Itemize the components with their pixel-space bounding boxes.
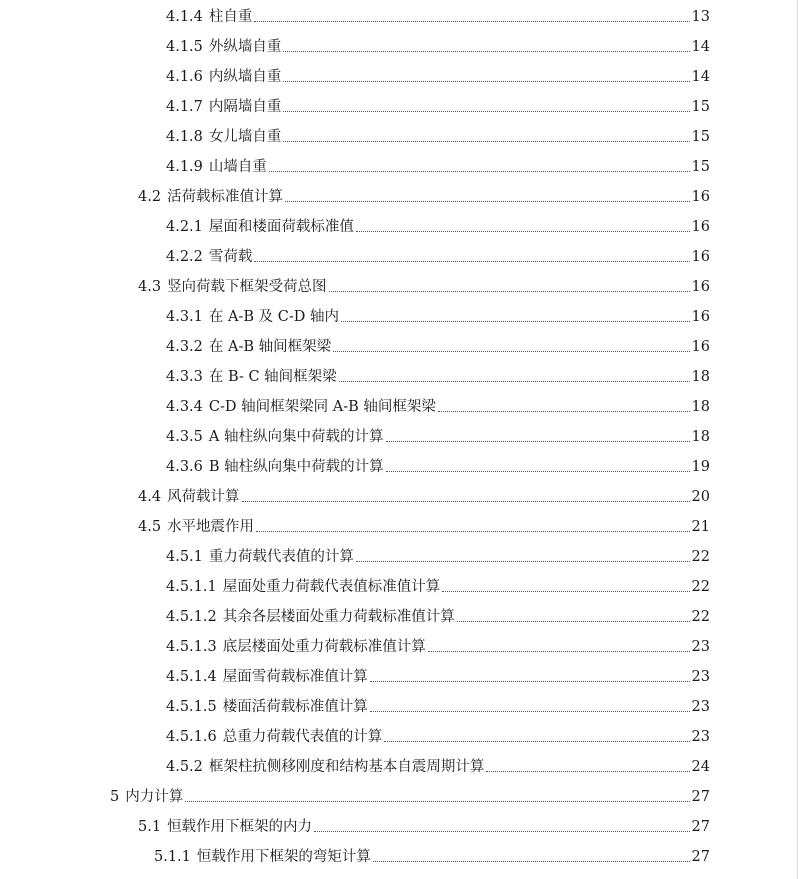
dot-leader [373,860,690,862]
toc-number: 4.5 [138,519,162,535]
toc-page-number: 22 [691,549,710,565]
toc-title: 楼面活荷载标准值计算 [222,699,368,715]
toc-entry[interactable] [110,782,710,806]
toc-title: 风荷载计算 [167,489,240,505]
toc-page-number: 19 [691,459,710,475]
toc-page-number: 16 [691,339,710,355]
toc-page-number: 23 [691,699,710,715]
toc-title: C-D 轴间框架梁同 A-B 轴间框架梁 [208,399,436,415]
toc-entry[interactable] [166,752,710,776]
toc-page-number: 18 [691,399,710,415]
toc-title: 女儿墙自重 [208,129,282,145]
toc-page-number: 14 [691,39,710,55]
dot-leader [283,110,689,112]
toc-entry[interactable] [166,302,710,326]
dot-leader [341,320,690,322]
dot-leader [370,710,690,712]
toc-page-number: 16 [691,279,710,295]
dot-leader [242,500,690,502]
toc-page-number: 15 [691,129,710,145]
toc-title: 其余各层楼面处重力荷载标准值计算 [222,609,455,625]
toc-entry[interactable] [166,572,710,596]
toc-entry[interactable] [166,692,710,716]
dot-leader [486,770,689,772]
toc-entry[interactable] [166,422,710,446]
dot-leader [384,740,689,742]
toc-number: 4.3.5 [166,429,203,445]
dot-leader [185,800,689,802]
dot-leader [386,440,690,442]
toc-entry[interactable] [166,662,710,686]
toc-page-number: 16 [691,309,710,325]
toc-number: 4.3.6 [166,459,203,475]
toc-entry[interactable] [166,92,710,116]
toc-title: 竖向荷载下框架受荷总图 [167,279,327,295]
toc-entry[interactable] [166,632,710,656]
toc-entry[interactable] [166,62,710,86]
toc-page-number: 14 [691,69,710,85]
toc-number: 4.5.2 [166,759,203,775]
dot-leader [356,230,690,232]
toc-number: 4.1.8 [166,129,203,145]
toc-number: 4.5.1.2 [166,609,217,625]
toc-entry[interactable] [166,122,710,146]
toc-number: 4.3.2 [166,339,203,355]
toc-title: 内纵墙自重 [208,69,282,85]
dot-leader [386,470,690,472]
toc-number: 5.1.1 [154,849,191,865]
toc-entry[interactable] [138,812,710,836]
toc-number: 4.2.2 [166,249,203,265]
toc-title: 底层楼面处重力荷载标准值计算 [222,639,426,655]
dot-leader [254,20,689,22]
toc-entry[interactable] [166,542,710,566]
toc-number: 5 [110,789,120,805]
toc-title: 在 B- C 轴间框架梁 [208,369,337,385]
toc-entry[interactable] [166,722,710,746]
toc-entry[interactable] [138,512,710,536]
dot-leader [314,830,689,832]
toc-page-number: 22 [691,609,710,625]
toc-entry[interactable] [166,452,710,476]
toc-page-number: 22 [691,579,710,595]
dot-leader [283,80,689,82]
toc-title: 恒载作用下框架的内力 [167,819,313,835]
toc-title: 外纵墙自重 [208,39,282,55]
toc-title: 内力计算 [125,789,184,805]
dot-leader [442,590,689,592]
toc-entry[interactable] [166,392,710,416]
toc-number: 4.5.1.3 [166,639,217,655]
toc-page-number: 21 [691,519,710,535]
dot-leader [254,260,689,262]
toc-title: 山墙自重 [208,159,267,175]
toc-number: 4.4 [138,489,162,505]
toc-page-number: 15 [691,159,710,175]
toc-page-number: 23 [691,639,710,655]
toc-number: 4.5.1 [166,549,203,565]
toc-title: 内隔墙自重 [208,99,282,115]
toc-entry[interactable] [166,2,710,26]
toc-title: 屋面和楼面荷载标准值 [208,219,354,235]
dot-leader [285,200,689,202]
dot-leader [428,650,690,652]
toc-page-number: 16 [691,189,710,205]
toc-page-number: 23 [691,669,710,685]
dot-leader [339,380,690,382]
toc-entry[interactable] [166,32,710,56]
toc-title: 恒载作用下框架的弯矩计算 [196,849,371,865]
toc-number: 4.3.3 [166,369,203,385]
toc-page-number: 16 [691,219,710,235]
toc-number: 4.5.1.1 [166,579,217,595]
toc-number: 4.3 [138,279,162,295]
toc-title: A 轴柱纵向集中荷载的计算 [208,429,384,445]
toc-number: 4.1.5 [166,39,203,55]
toc-title: 雪荷载 [208,249,253,265]
toc-entry[interactable] [166,362,710,386]
toc-title: 活荷载标准值计算 [167,189,284,205]
toc-entry[interactable] [138,182,710,206]
toc-number: 4.1.9 [166,159,203,175]
toc-title: 柱自重 [208,9,253,25]
dot-leader [329,290,690,292]
toc-number: 4.3.1 [166,309,203,325]
toc-entry[interactable] [166,212,710,236]
toc-title: B 轴柱纵向集中荷载的计算 [208,459,384,475]
toc-page-number: 27 [691,789,710,805]
toc-entry[interactable] [166,242,710,266]
toc-number: 5.1 [138,819,162,835]
toc-title: 在 A-B 及 C-D 轴内 [208,309,339,325]
toc-number: 4.1.6 [166,69,203,85]
toc-title: 重力荷载代表值的计算 [208,549,354,565]
dot-leader [356,560,690,562]
toc-number: 4.1.4 [166,9,203,25]
dot-leader [438,410,690,412]
toc-entry[interactable] [138,482,710,506]
toc-title: 屋面处重力荷载代表值标准值计算 [222,579,441,595]
toc-page-number: 16 [691,249,710,265]
toc-title: 框架柱抗侧移刚度和结构基本自震周期计算 [208,759,485,775]
toc-page-number: 20 [691,489,710,505]
dot-leader [256,530,689,532]
toc-title: 屋面雪荷载标准值计算 [222,669,368,685]
toc-page-number: 27 [691,849,710,865]
dot-leader [269,170,690,172]
toc-entry[interactable] [166,152,710,176]
dot-leader [283,50,689,52]
toc-number: 4.1.7 [166,99,203,115]
toc-page-number: 23 [691,729,710,745]
toc-number: 4.5.1.4 [166,669,217,685]
toc-number: 4.5.1.5 [166,699,217,715]
toc-title: 在 A-B 轴间框架梁 [208,339,332,355]
toc-page-number: 24 [691,759,710,775]
dot-leader [370,680,690,682]
toc-page-number: 18 [691,369,710,385]
toc-number: 4.3.4 [166,399,203,415]
toc-number: 4.2 [138,189,162,205]
toc-title: 水平地震作用 [167,519,255,535]
toc-entry[interactable] [166,602,710,626]
toc-page-number: 15 [691,99,710,115]
dot-leader [333,350,689,352]
toc-page-number: 18 [691,429,710,445]
toc-page-number: 13 [691,9,710,25]
toc-entry[interactable] [154,842,710,866]
toc-page-number: 27 [691,819,710,835]
toc-title: 总重力荷载代表值的计算 [222,729,383,745]
toc-entry[interactable] [138,272,710,296]
toc-number: 4.5.1.6 [166,729,217,745]
dot-leader [283,140,689,142]
dot-leader [457,620,690,622]
toc-number: 4.2.1 [166,219,203,235]
toc-entry[interactable] [166,332,710,356]
